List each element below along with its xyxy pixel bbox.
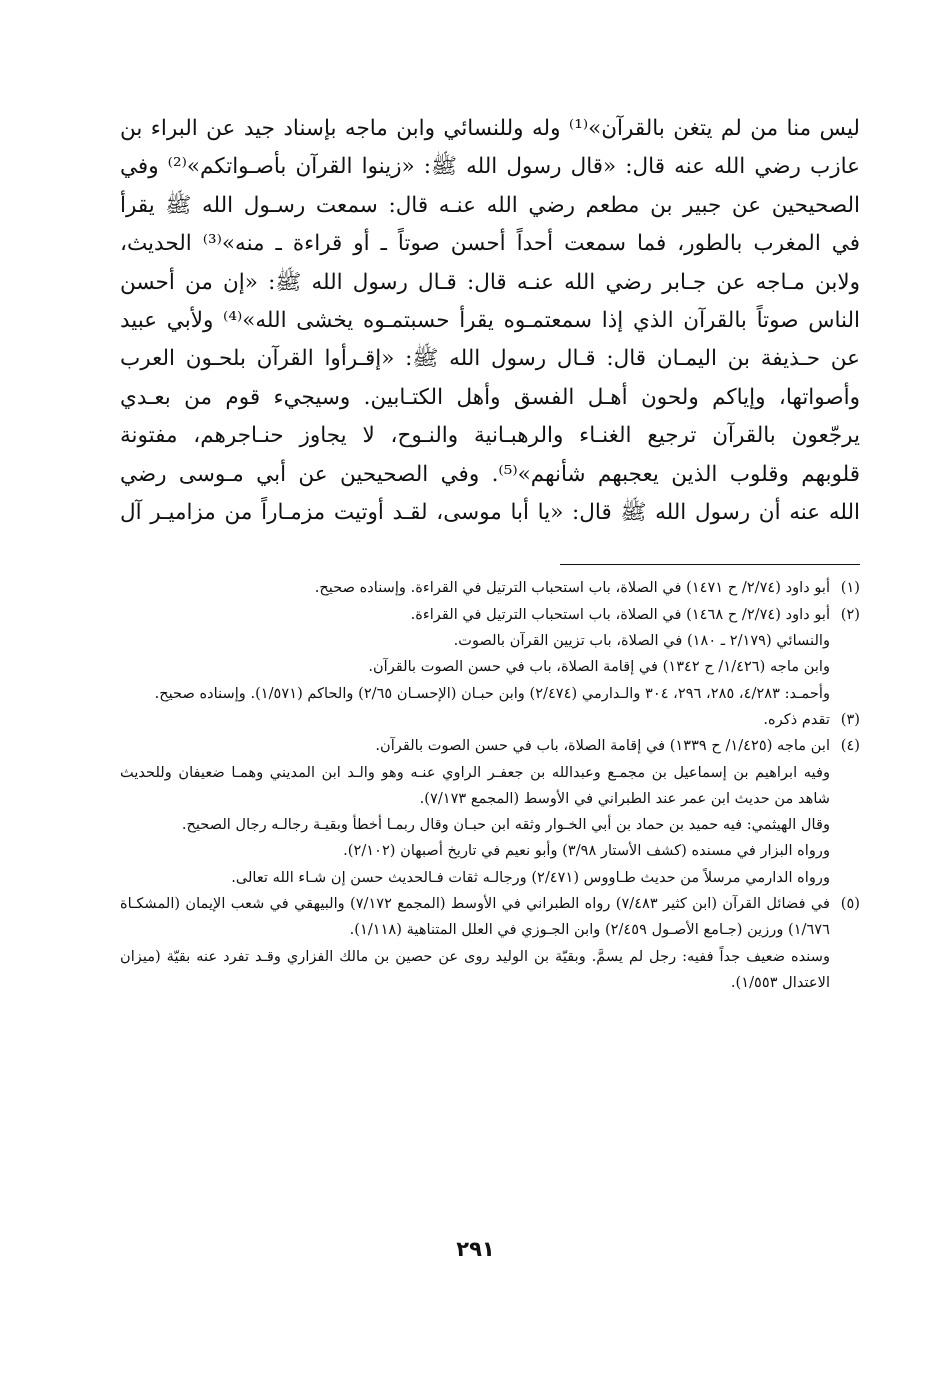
- main-line: الصحيحين عن جبير بن مطعم رضي الله عنـه قال: سمعت رسـول الله ﷺ يقرأ: [120, 192, 860, 218]
- footnote-1: [120, 575, 860, 601]
- footnote-3: [120, 707, 860, 733]
- footnote-2: [120, 602, 860, 707]
- footnote-line: ورواه البزار في مسنده (كشف الأستار ٣/٩٨) وأبو نعيم في تاريخ أصبهان (٢/١٠٢).: [343, 842, 830, 860]
- main-line: وأصواتها، وإياكم ولحون أهـل الفسق وأهل الكتـابين. وسيجيء قوم من بعـدي: [120, 384, 860, 410]
- footnote-line: في فضائل القرآن (ابن كثير ٧/٤٨٣) رواه الطبراني في الأوسط (المجمع ٧/١٧٢) والبيهقي في شعب الإيمان (المشكـاة ١/٦٧٦) ورزين (جـامع الأصـول ٢/٤٥٩) وابن الجـوزي في العلل المتناهية (١/١١٨).: [120, 895, 831, 939]
- main-line: يرجّعون بالقرآن ترجيع الغنـاء والرهبـانية والنـوح، لا يجاوز حنـاجرهم، مفتونة: [120, 423, 860, 449]
- main-line: ولابن مـاجه عن جـابر رضي الله عنـه قال: قـال رسول الله ﷺ: «إن من أحسن: [120, 269, 860, 295]
- footnote-line: وسنده ضعيف جداً ففيه: رجل لم يسمَّ. وبقيّة بن الوليد روى عن حصين بن مالك الفزاري وقـد تفرد عنه بقيّة (ميزان الاعتدال ١/٥٥٣).: [120, 947, 830, 991]
- footnote-line: وابن ماجه (١/٤٢٦/ ح ١٣٤٢) في إقامة الصلاة، باب في حسن الصوت بالقرآن.: [368, 658, 830, 676]
- footnote-5: [120, 891, 860, 996]
- footnote-separator: [560, 564, 860, 565]
- footnote-number: (٢): [840, 605, 860, 623]
- footnote-number: (١): [840, 579, 860, 597]
- footnote-line: وأحمـد: ٤/٢٨٣، ٢٨٥، ٢٩٦، ٣٠٤ والـدارمي (٢/٤٧٤) وابن حبـان (الإحسـان ٢/٦٥) والحاكم (١/٥٧١). وإسناده صحيح.: [154, 684, 830, 702]
- footnote-number: (٥): [840, 895, 860, 913]
- main-line: عازب رضي الله عنه قال: «قال رسول الله ﷺ: «زينوا القرآن بأصـواتكم»⁽²⁾ وفي: [120, 154, 860, 180]
- footnote-line: تقدم ذكره.: [763, 710, 830, 728]
- footnote-line: ابن ماجه (١/٤٢٥/ ح ١٣٣٩) في إقامة الصلاة، باب في حسن الصوت بالقرآن.: [375, 737, 830, 755]
- footnote-4: [120, 733, 860, 891]
- footnote-line: والنسائي (٢/١٧٩ ـ ١٨٠) في الصلاة، باب تزيين القرآن بالصوت.: [453, 632, 830, 650]
- main-text: [120, 110, 860, 532]
- footnote-line: وفيه ابراهيم بن إسماعيل بن مجمـع وعبدالله بن جعفـر الراوي عنـه وهو والـد ابن المديني وهمـا ضعيفان وللحديث شاهد من حديث ابن عمر عند الطبراني في الأوسط (المجمع ٧/١٧٣).: [120, 763, 830, 807]
- footnote-line: وقال الهيثمي: فيه حميد بن حماد بن أبي الخـوار وثقه ابن حبـان وقال ربمـا أخطأ وبقيـة رجالـه رجال الصحيح.: [181, 816, 830, 834]
- main-line: في المغرب بالطور، فما سمعت أحداً أحسن صوتاً ـ أو قراءة ـ منه»⁽³⁾ الحديث،: [120, 231, 860, 257]
- main-line: عن حـذيفة بن اليمـان قال: قـال رسول الله ﷺ: «إقـرأوا القرآن بلحـون العرب: [120, 346, 860, 372]
- footnote-line: ورواه الدارمي مرسلاً من حديث طـاووس (٢/٤٧١) ورجالـه ثقات فـالحديث حسن إن شـاء الله تعالى.: [231, 868, 830, 886]
- footnote-line: أبو داود (٢/٧٤/ ح ١٤٧١) في الصلاة، باب استحباب الترتيل في القراءة. وإسناده صحيح.: [314, 579, 830, 597]
- footnote-line: أبو داود (٢/٧٤/ ح ١٤٦٨) في الصلاة، باب استحباب الترتيل في القراءة.: [410, 605, 830, 623]
- footnote-number: (٤): [840, 737, 860, 755]
- book-page: [120, 110, 860, 996]
- main-line: ليس منا من لم يتغن بالقرآن»⁽¹⁾ وله وللنسائي وابن ماجه بإسناد جيد عن البراء بن: [120, 116, 860, 141]
- main-line: الناس صوتاً بالقرآن الذي إذا سمعتمـوه يقرأ حسبتمـوه يخشى الله»⁽⁴⁾ ولأبي عبيد: [120, 308, 861, 334]
- footnote-number: (٣): [840, 710, 860, 728]
- main-line: الله عنه أن رسول الله ﷺ قال: «يا أبا موسى، لقـد أوتيت مزمـاراً من مزاميـر آل: [120, 500, 860, 526]
- main-line: قلوبهم وقلوب الذين يعجبهم شأنهم»⁽⁵⁾. وفي الصحيحين عن أبي مـوسى رضي: [120, 461, 860, 487]
- page-number: ٢٩١: [456, 1237, 495, 1261]
- footnotes: [120, 575, 860, 996]
